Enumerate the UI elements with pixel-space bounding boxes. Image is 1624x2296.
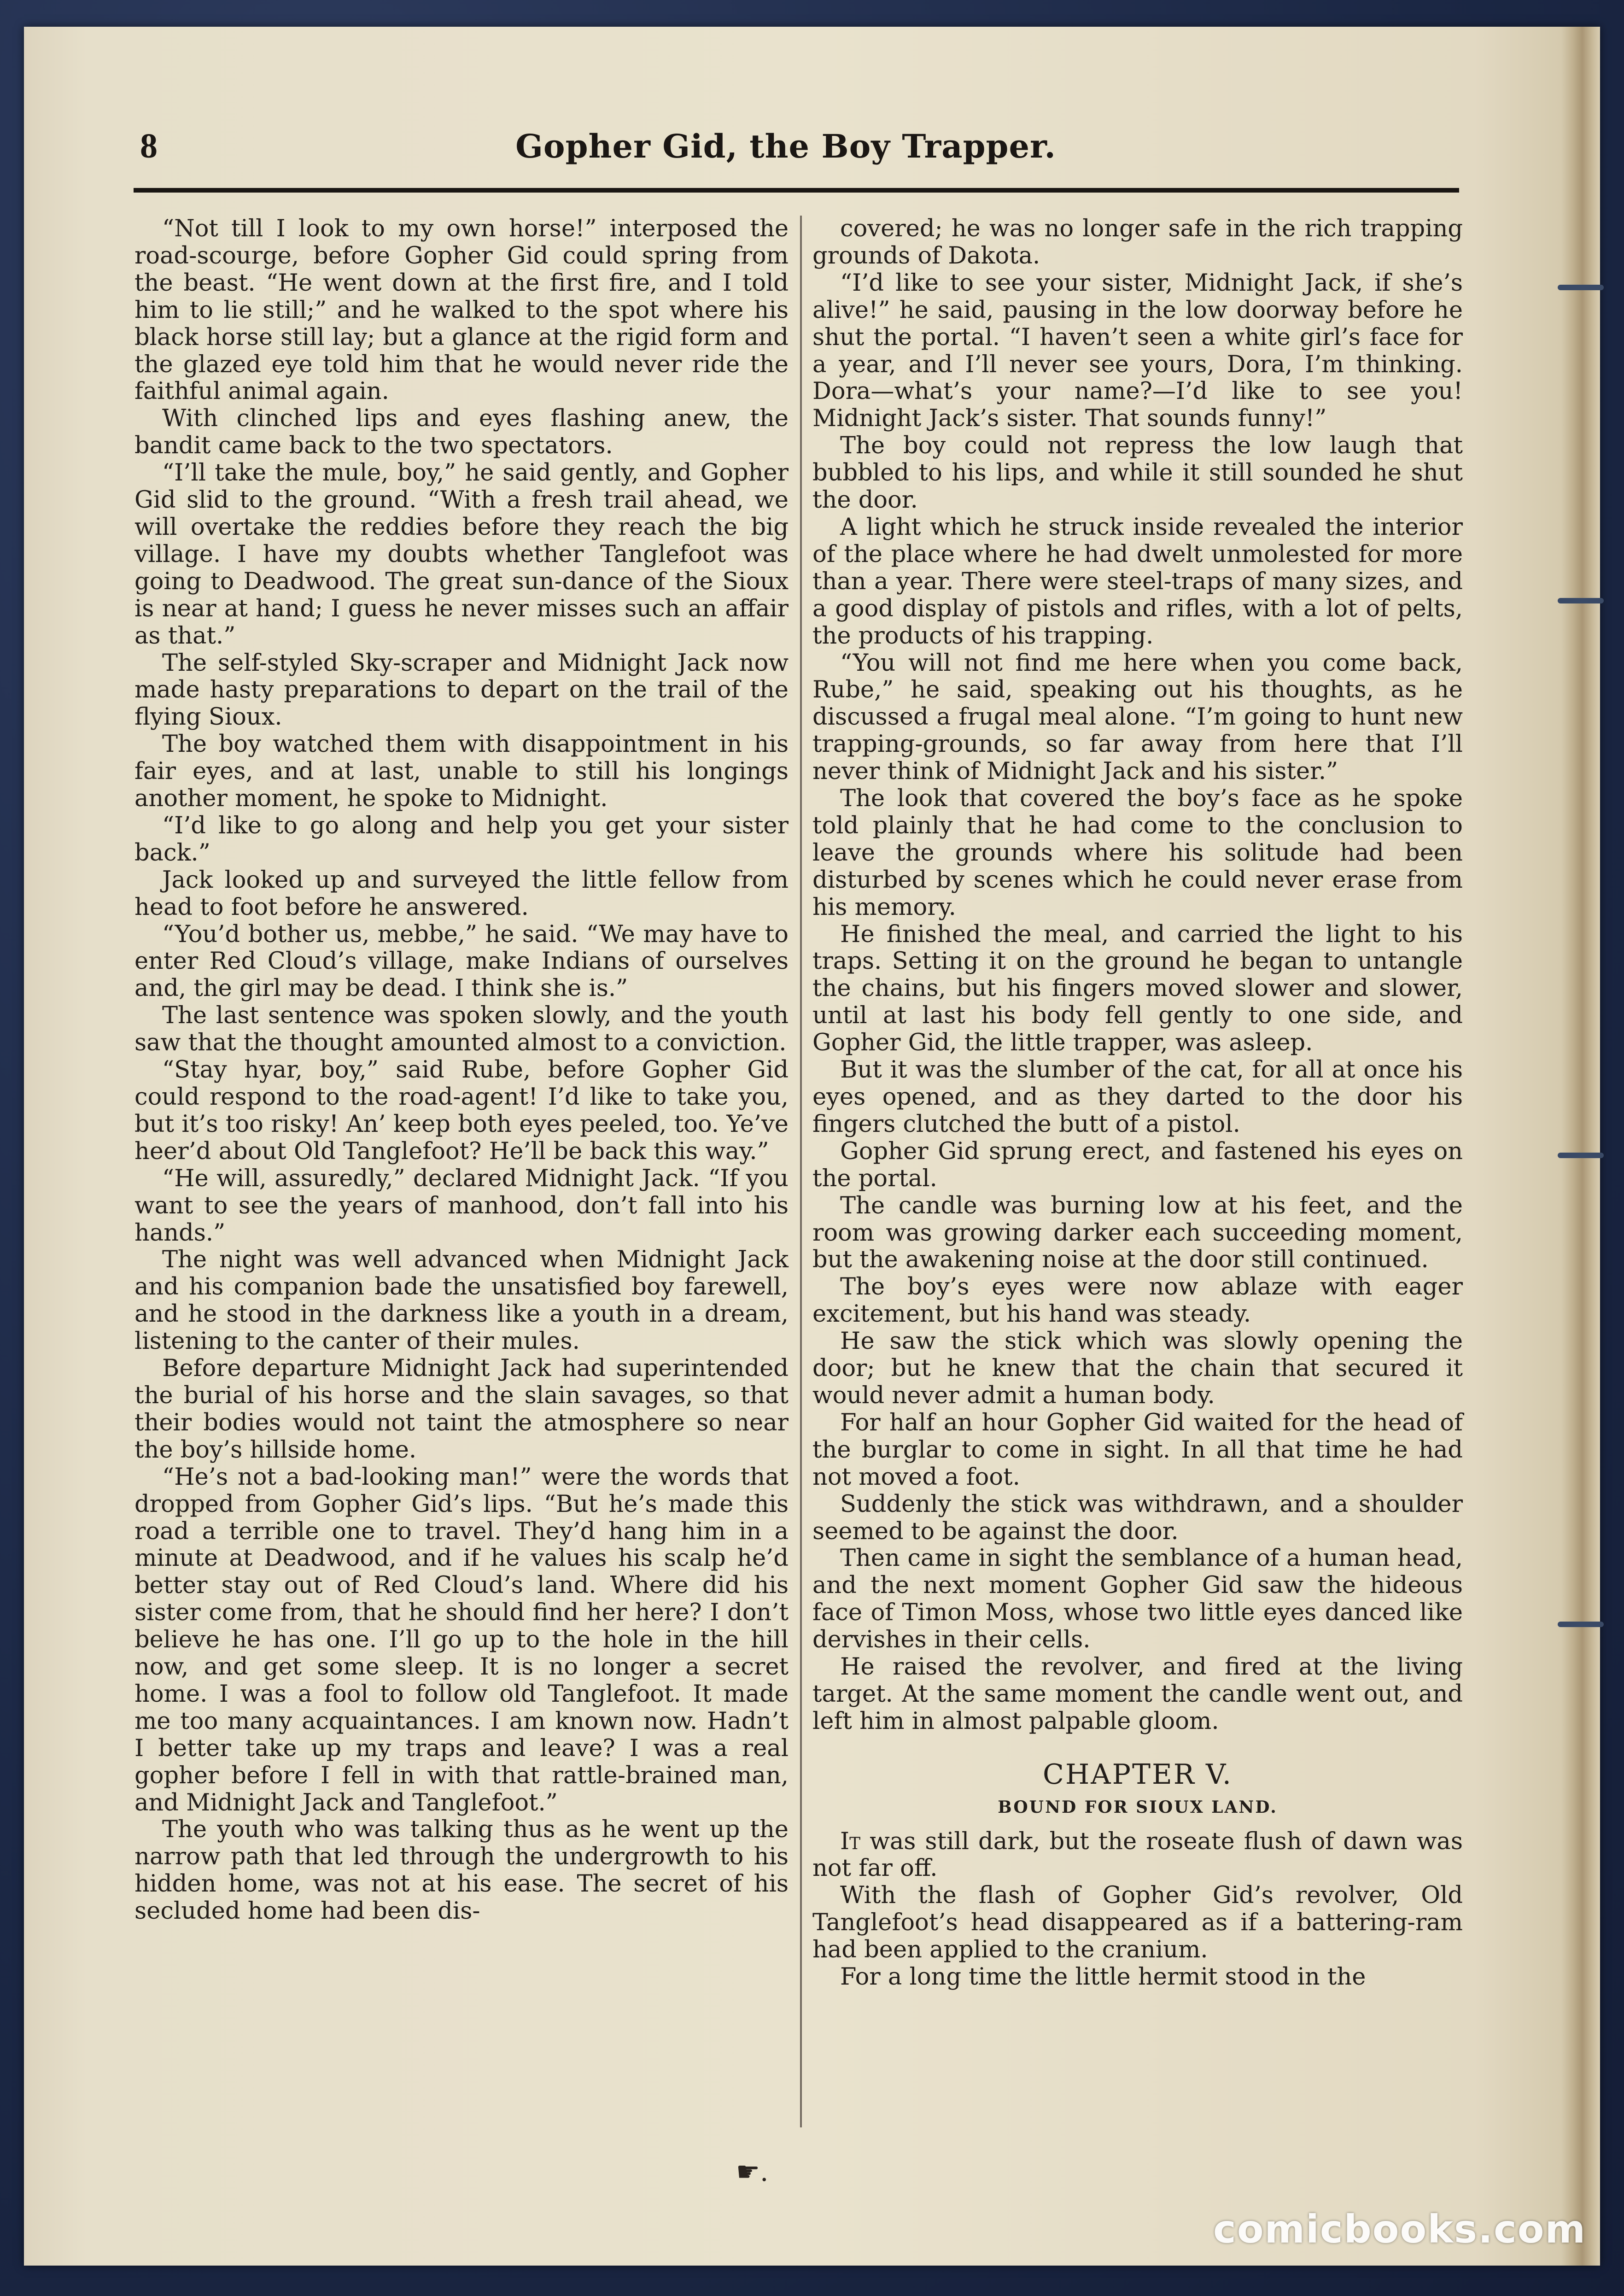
chapter-first-paragraph	[812, 1828, 1463, 1883]
paragraph: He saw the stick which was slowly opening the door; but he knew that the chain that secured it would never admit a human body.	[812, 1328, 1463, 1409]
paragraph: The candle was burning low at his feet, and the room was growing darker each succeeding moment, but the awakening noise at the door still continued.	[812, 1192, 1463, 1274]
paragraph: A light which he struck inside revealed the interior of the place where he had dwelt unmolested for more than a year. There were steel-traps of many sizes, and a good display of pistols and rifles, with a lot of pelts, the products of his trapping.	[812, 513, 1463, 650]
paragraph: The look that covered the boy’s face as he spoke told plainly that he had come to the conclusion to leave the grounds where his solitude had been disturbed by scenes which he could never erase from his memory.	[812, 785, 1463, 921]
paragraph: “You’d bother us, mebbe,” he said. “We may have to enter Red Cloud’s village, make Indians of ourselves and, the girl may be dead. I think she is.”	[134, 920, 789, 1002]
right-column-text-after	[812, 1882, 1463, 1991]
binding-stitch	[1558, 1153, 1604, 1158]
paragraph: The self-styled Sky-scraper and Midnight Jack now made hasty preparations to depart on the trail of the flying Sioux.	[134, 649, 789, 731]
paragraph: “You will not find me here when you come back, Rube,” he said, speaking out his thoughts, as he discussed a frugal meal alone. “I’m going to hunt new trapping-grounds, so far away from here that I’ll never think of Midnight Jack and his sister.”	[812, 649, 1463, 785]
chapter-lead-word: It	[840, 1827, 861, 1855]
paragraph: Suddenly the stick was withdrawn, and a shoulder seemed to be against the door.	[812, 1490, 1463, 1545]
header-rule	[134, 188, 1459, 193]
paragraph: Before departure Midnight Jack had superintended the burial of his horse and the slain savages, so that their bodies would not taint the atmosphere so near the boy’s hillside home.	[134, 1355, 789, 1464]
binding-stitch	[1558, 285, 1604, 290]
paragraph: Gopher Gid sprung erect, and fastened his eyes on the portal.	[812, 1137, 1463, 1192]
paragraph: The youth who was talking thus as he went up the narrow path that led through the undergrowth to his hidden home, was not at his ease. The secret of his secluded home had been dis-	[134, 1816, 789, 1925]
paragraph: “I’ll take the mule, boy,” he said gently, and Gopher Gid slid to the ground. “With a fresh trail ahead, we will overtake the reddies before they reach the big village. I have my doubts whether Tanglefoot was going to Deadwood. The great sun-dance of the Sioux is near at hand; I guess he never misses such an affair as that.”	[134, 459, 789, 650]
paragraph: The boy could not repress the low laugh that bubbled to his lips, and while it still sounded he shut the door.	[812, 432, 1463, 514]
right-column-text	[812, 216, 1463, 1735]
paragraph: Jack looked up and surveyed the little fellow from head to foot before he answered.	[134, 866, 789, 921]
footer-ornament: ☛.	[736, 2156, 769, 2187]
paragraph: covered; he was no longer safe in the rich trapping grounds of Dakota.	[812, 215, 1463, 269]
watermark: comicbooks.com	[1213, 2207, 1586, 2252]
paragraph: “I’d like to see your sister, Midnight Jack, if she’s alive!” he said, pausing in the low doorway before he shut the portal. “I haven’t seen a white girl’s face for a year, and I’ll never see yours, Dora, I’m thinking. Dora—what’s your name?—I’d like to see you! Midnight Jack’s sister. That sounds funny!”	[812, 269, 1463, 433]
paragraph: “Not till I look to my own horse!” interposed the road-scourge, before Gopher Gid could spring from the beast. “He went down at the first fire, and I told him to lie still;” and he walked to the spot where his black horse still lay; but a glance at the rigid form and the glazed eye told him that he would never ride the faithful animal again.	[134, 215, 789, 405]
paragraph: “He will, assuredly,” declared Midnight Jack. “If you want to see the years of manhood, don’t fall into his hands.”	[134, 1165, 789, 1247]
paragraph: “Stay hyar, boy,” said Rube, before Gopher Gid could respond to the road-agent! I’d like to take you, but it’s too risky! An’ keep both eyes peeled, too. Ye’ve heer’d about Old Tanglefoot? He’ll be back this way.”	[134, 1056, 789, 1165]
paragraph: The boy’s eyes were now ablaze with eager excitement, but his hand was steady.	[812, 1273, 1463, 1328]
paragraph: He raised the revolver, and fired at the living target. At the same moment the candle went out, and left him in almost palpable gloom.	[812, 1653, 1463, 1735]
paragraph: The boy watched them with disappointment in his fair eyes, and at last, unable to still his longings another moment, he spoke to Midnight.	[134, 731, 789, 813]
binding-stitch	[1558, 1622, 1604, 1627]
binding-gutter	[1560, 27, 1600, 2266]
paragraph: The night was well advanced when Midnight Jack and his companion bade the unsatisfied boy farewell, and he stood in the darkness like a youth in a dream, listening to the canter of their mules.	[134, 1246, 789, 1355]
paragraph: With the flash of Gopher Gid’s revolver, Old Tanglefoot’s head disappeared as if a battering-ram had been applied to the cranium.	[812, 1882, 1463, 1964]
page-number: 8	[140, 127, 158, 165]
paragraph: He finished the meal, and carried the light to his traps. Setting it on the ground he began to untangle the chains, but his fingers moved slower and slower, until at last his body fell gently to one side, and Gopher Gid, the little trapper, was asleep.	[812, 920, 1463, 1057]
left-column	[134, 216, 789, 1925]
paragraph: “I’d like to go along and help you get your sister back.”	[134, 812, 789, 867]
paragraph: The last sentence was spoken slowly, and the youth saw that the thought amounted almost to a conviction.	[134, 1002, 789, 1057]
paragraph: “He’s not a bad-looking man!” were the words that dropped from Gopher Gid’s lips. “But he’s made this road a terrible one to travel. They’d hang him in a minute at Deadwood, and if he values his scalp he’d better stay out of Red Cloud’s land. Where did his sister come from, that he should find her here? I don’t believe he has one. I’ll go up to the hole in the hill now, and get some sleep. It is no longer a secret home. I was a fool to follow old Tanglefoot. It made me too many acquaintances. I am known now. Hadn’t I better take up my traps and leave? I was a real gopher before I fell in with that rattle-brained man, and Midnight Jack and Tanglefoot.”	[134, 1463, 789, 1816]
column-divider	[800, 216, 802, 2127]
paragraph: Then came in sight the semblance of a human head, and the next moment Gopher Gid saw the hideous face of Timon Moss, whose two little eyes danced like dervishes in their cells.	[812, 1545, 1463, 1654]
running-title: Gopher Gid, the Boy Trapper.	[515, 127, 1056, 165]
paragraph: For a long time the little hermit stood in the	[840, 1963, 1366, 1991]
paragraph: But it was the slumber of the cat, for all at once his eyes opened, and as they darted to the door his fingers clutched the butt of a pistol.	[812, 1056, 1463, 1138]
chapter-title: CHAPTER V.	[1043, 1758, 1233, 1791]
right-column	[812, 216, 1463, 1991]
chapter-first-text: was still dark, but the roseate flush of dawn was not far off.	[812, 1827, 1463, 1882]
binding-stitch	[1558, 598, 1604, 603]
page-header	[109, 107, 1463, 181]
chapter-subtitle: BOUND FOR SIOUX LAND.	[998, 1797, 1278, 1817]
paragraph: For half an hour Gopher Gid waited for the head of the burglar to come in sight. In all that time he had not moved a foot.	[812, 1409, 1463, 1491]
paragraph: With clinched lips and eyes flashing anew, the bandit came back to the two spectators.	[134, 405, 789, 460]
